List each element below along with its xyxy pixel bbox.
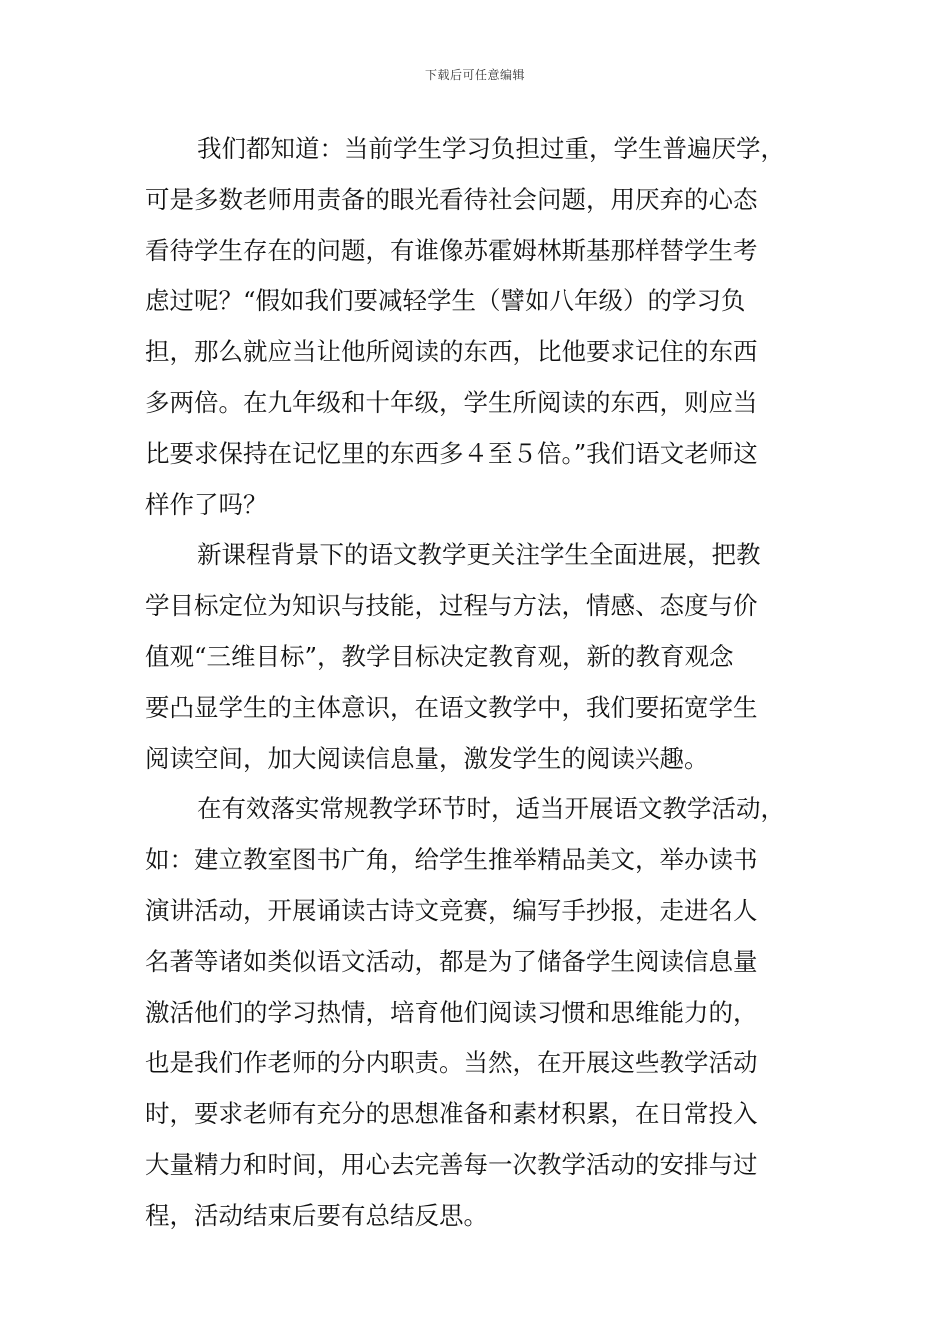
text-line: 新课程背景下的语文教学更关注学生全面进展，把教 [197, 540, 761, 570]
text-line: 激活他们的学习热情，培育他们阅读习惯和思维能力的， [145, 997, 758, 1027]
text-line: 看待学生存在的问题，有谁像苏霍姆林斯基那样替学生考 [145, 235, 758, 265]
text-line: 阅读空间，加大阅读信息量，激发学生的阅读兴趣。 [145, 743, 709, 773]
text-line: 演讲活动，开展诵读古诗文竞赛，编写手抄报，走进名人 [145, 895, 758, 925]
page-header: 下载后可任意编辑 [424, 68, 525, 82]
paragraph-1 [145, 124, 805, 530]
text-line: 名著等诸如类似语文活动，都是为了储备学生阅读信息量 [145, 946, 758, 976]
text-line: 在有效落实常规教学环节时，适当开展语文教学活动， [197, 794, 785, 824]
text-line: 时，要求老师有充分的思想准备和素材积累，在日常投入 [145, 1099, 758, 1129]
text-line: 比要求保持在记忆里的东西多４至５倍。”我们语文老师这 [145, 438, 758, 468]
document-body [145, 124, 805, 1242]
text-line: 学目标定位为知识与技能，过程与方法，情感、态度与价 [145, 591, 758, 621]
text-line: 如：建立教室图书广角，给学生推举精品美文，举办读书 [145, 845, 758, 875]
text-line: 样作了吗？ [145, 489, 268, 519]
paragraph-2 [145, 530, 805, 784]
text-line: 可是多数老师用责备的眼光看待社会问题，用厌弃的心态 [145, 184, 758, 214]
text-line: 担，那么就应当让他所阅读的东西，比他要求记住的东西 [145, 337, 758, 367]
paragraph-3 [145, 784, 805, 1241]
text-line: 程，活动结束后要有总结反思。 [145, 1200, 488, 1230]
text-line: 大量精力和时间，用心去完善每一次教学活动的安排与过 [145, 1149, 758, 1179]
text-line: 多两倍。在九年级和十年级，学生所阅读的东西，则应当 [145, 387, 758, 417]
text-line: 要凸显学生的主体意识，在语文教学中，我们要拓宽学生 [145, 692, 758, 722]
text-line: 也是我们作老师的分内职责。当然，在开展这些教学活动 [145, 1048, 758, 1078]
text-line: 虑过呢？“假如我们要减轻学生（譬如八年级）的学习负 [145, 286, 746, 316]
text-line: 值观“三维目标”，教学目标决定教育观，新的教育观念 [145, 641, 734, 671]
text-line: 我们都知道：当前学生学习负担过重，学生普遍厌学， [197, 134, 785, 163]
